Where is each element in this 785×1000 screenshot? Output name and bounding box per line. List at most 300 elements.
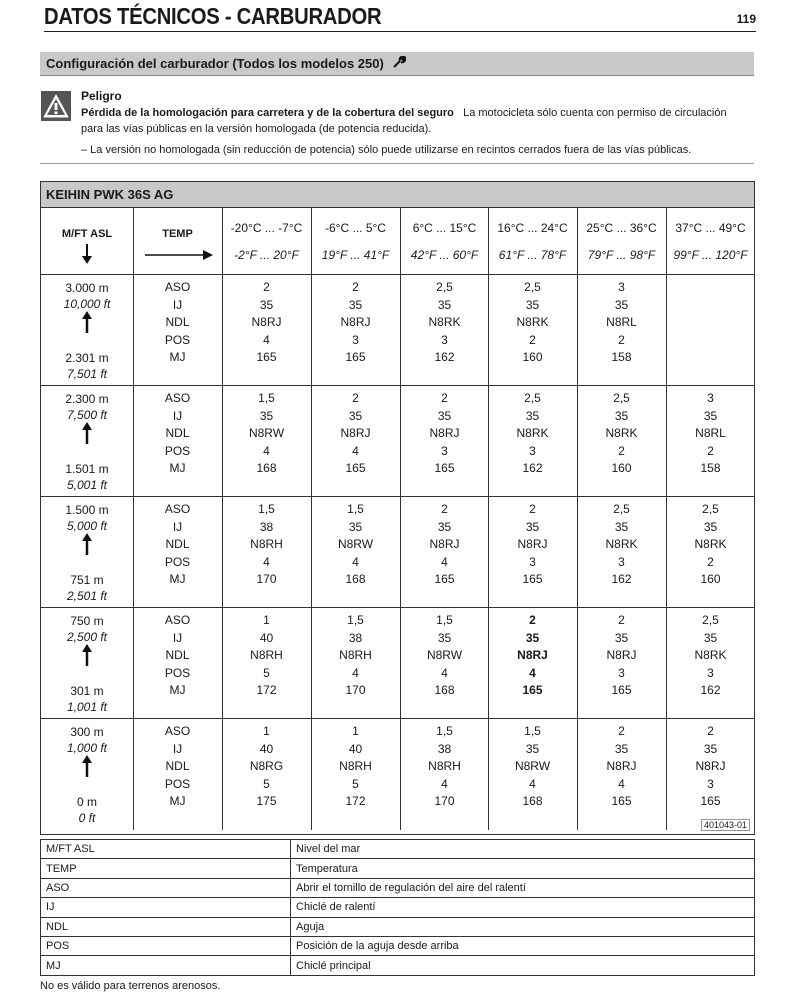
setting-value: 1 (263, 724, 270, 738)
setting-value: 165 (434, 572, 455, 586)
altitude-bottom-m: 301 m (70, 684, 104, 698)
setting-value: 2 (529, 613, 536, 627)
setting-value: N8RJ (251, 315, 282, 329)
column-divider (400, 497, 401, 608)
setting-value: 5 (352, 776, 359, 791)
altitude-range (41, 608, 133, 719)
setting-value: N8RW (426, 648, 463, 662)
parameter-label: MJ (169, 572, 186, 586)
setting-cell (577, 719, 666, 830)
carburetor-title-bar (41, 182, 754, 208)
temperature-fahrenheit: 61°F ... 78°F (498, 248, 567, 262)
warning-bullet: – La versión no homologada (sin reducción de potencia) sólo puede utilizarse en recintos cerrados fuera de las vías públicas. (81, 144, 692, 156)
setting-value: 165 (345, 461, 366, 475)
setting-value: 35 (525, 297, 540, 312)
column-divider (666, 719, 667, 830)
setting-value: 40 (259, 630, 274, 645)
column-divider (400, 275, 401, 386)
setting-cell (222, 386, 311, 497)
page-title: DATOS TÉCNICOS - CARBURADOR (44, 3, 382, 29)
setting-value: 170 (256, 572, 277, 586)
column-divider (488, 386, 489, 497)
setting-value: 2 (618, 613, 625, 627)
setting-value: 158 (700, 461, 721, 475)
column-divider (488, 497, 489, 608)
column-divider (400, 608, 401, 719)
setting-value: 2 (263, 280, 270, 294)
setting-cell (222, 275, 311, 386)
temperature-range-header (666, 208, 755, 274)
setting-value: N8RG (249, 759, 284, 773)
column-divider (666, 275, 667, 386)
setting-cell (488, 497, 577, 608)
column-divider (222, 497, 223, 608)
temperature-celsius: 25°C ... 36°C (586, 221, 657, 235)
warning-box (40, 88, 754, 164)
legend-row (41, 840, 755, 859)
column-divider (222, 719, 223, 830)
legend-abbreviation: IJ (41, 898, 291, 917)
setting-value: N8RJ (517, 537, 548, 551)
legend-abbreviation: ASO (41, 878, 291, 897)
setting-value: 1 (263, 613, 270, 627)
altitude-bottom-m: 2.301 m (65, 351, 109, 365)
setting-value: 162 (434, 350, 455, 364)
setting-value: 40 (348, 741, 363, 756)
parameter-label: NDL (165, 648, 190, 662)
arrow-up-icon (41, 422, 133, 449)
column-divider (133, 208, 134, 274)
footnote: No es válido para terrenos arenosos. (40, 980, 221, 992)
setting-cell (488, 386, 577, 497)
parameter-label: ASO (164, 613, 191, 627)
legend-row (41, 878, 755, 897)
setting-cell (400, 497, 489, 608)
setting-value: 3 (618, 665, 625, 680)
altitude-top-ft: 2,500 ft (66, 630, 108, 644)
setting-value: 158 (611, 350, 632, 364)
parameter-label: IJ (172, 519, 183, 534)
setting-value: 35 (703, 519, 718, 534)
setting-value: 1,5 (258, 391, 275, 405)
column-divider (577, 386, 578, 497)
setting-value: N8RJ (429, 426, 460, 440)
setting-cell (222, 497, 311, 608)
setting-value (666, 332, 755, 350)
setting-cell (666, 608, 755, 719)
column-divider (222, 386, 223, 497)
parameter-labels (133, 608, 222, 719)
setting-value: N8RW (248, 426, 285, 440)
setting-value: 160 (700, 572, 721, 586)
setting-value: 4 (441, 554, 448, 569)
column-divider (400, 386, 401, 497)
setting-value: 4 (618, 776, 625, 791)
setting-value: N8RH (339, 648, 372, 662)
setting-value: 35 (525, 630, 540, 645)
setting-value: 4 (441, 665, 448, 680)
altitude-header (41, 208, 133, 274)
warning-body-text: La motocicleta sólo cuenta con permiso de circulación para las vías públicas en la versión homologada (de potencia reducida). (81, 107, 727, 135)
setting-value: 165 (345, 350, 366, 364)
page-number: 119 (736, 12, 756, 26)
altitude-range (41, 719, 133, 830)
setting-value: 168 (256, 461, 277, 475)
setting-cell (400, 608, 489, 719)
column-divider (488, 719, 489, 830)
legend-abbreviation: TEMP (41, 859, 291, 878)
parameter-labels (133, 386, 222, 497)
setting-value: 4 (263, 332, 270, 347)
setting-value: 170 (345, 683, 366, 697)
setting-cell (311, 608, 400, 719)
altitude-bottom-m: 1.501 m (65, 462, 109, 476)
parameter-label: ASO (164, 502, 191, 516)
setting-value: 2 (441, 502, 448, 516)
setting-value: 1 (352, 724, 359, 738)
setting-value: N8RJ (606, 759, 637, 773)
setting-value: 3 (618, 554, 625, 569)
warning-bold-text: Pérdida de la homologación para carretera y de la cobertura del seguro (81, 107, 454, 119)
altitude-bottom-ft: 1,001 ft (66, 700, 108, 714)
setting-value: N8RH (339, 759, 372, 773)
setting-cell (311, 497, 400, 608)
setting-value: 35 (525, 408, 540, 423)
setting-value: 168 (434, 683, 455, 697)
parameter-label: POS (164, 332, 191, 347)
setting-value: 35 (703, 630, 718, 645)
setting-value: N8RW (514, 759, 551, 773)
setting-value: 35 (437, 408, 452, 423)
column-divider (488, 275, 489, 386)
legend-abbreviation: POS (41, 936, 291, 955)
legend-description: Chiclé principal (291, 956, 755, 975)
setting-value: 2 (707, 554, 714, 569)
altitude-bottom-ft: 2,501 ft (66, 589, 108, 603)
parameter-label: IJ (172, 408, 183, 423)
arrow-up-icon (41, 644, 133, 671)
setting-value (666, 279, 755, 297)
altitude-top-ft: 10,000 ft (63, 297, 111, 311)
setting-value: N8RH (428, 759, 461, 773)
setting-value: 2,5 (436, 280, 453, 294)
setting-value: 1,5 (347, 502, 364, 516)
setting-value: 35 (348, 408, 363, 423)
setting-value: N8RJ (340, 315, 371, 329)
legend-description: Posición de la aguja desde arriba (291, 936, 755, 955)
altitude-range (41, 497, 133, 608)
setting-value: N8RK (428, 315, 461, 329)
setting-value: 35 (703, 408, 718, 423)
column-divider (666, 386, 667, 497)
setting-value: N8RJ (429, 537, 460, 551)
column-divider (311, 719, 312, 830)
altitude-block (41, 275, 754, 386)
legend-description: Aguja (291, 917, 755, 936)
setting-value: 3 (441, 443, 448, 458)
altitude-header-label: M/FT ASL (61, 228, 113, 240)
setting-value: N8RJ (340, 426, 371, 440)
setting-cell (311, 386, 400, 497)
setting-value: 175 (256, 794, 277, 808)
legend-description: Chiclé de ralentí (291, 898, 755, 917)
legend-row (41, 859, 755, 878)
altitude-bottom-ft: 5,001 ft (66, 478, 108, 492)
column-divider (577, 608, 578, 719)
setting-value: N8RJ (695, 759, 726, 773)
setting-value: 1,5 (436, 613, 453, 627)
temperature-range-header (577, 208, 666, 274)
column-divider (133, 386, 134, 497)
setting-value: 35 (348, 297, 363, 312)
setting-value: N8RL (606, 315, 637, 329)
warning-triangle-icon (41, 91, 71, 121)
altitude-top-ft: 5,000 ft (66, 519, 108, 533)
setting-cell (400, 275, 489, 386)
arrow-down-icon (41, 244, 133, 269)
altitude-block (41, 719, 754, 830)
parameter-labels (133, 275, 222, 386)
setting-value: 35 (259, 297, 274, 312)
setting-value: 35 (437, 519, 452, 534)
setting-value: 2,5 (702, 502, 719, 516)
column-divider (577, 497, 578, 608)
column-divider (666, 608, 667, 719)
setting-value: 38 (259, 519, 274, 534)
carburetor-table (40, 181, 755, 835)
altitude-range (41, 386, 133, 497)
section-bar (40, 52, 754, 76)
legend-row (41, 956, 755, 975)
parameter-label: NDL (165, 537, 190, 551)
column-divider (133, 719, 134, 830)
altitude-top-m: 3.000 m (65, 281, 109, 295)
setting-value (666, 349, 755, 367)
setting-value: 35 (525, 519, 540, 534)
setting-value: 1,5 (524, 724, 541, 738)
setting-value: 3 (529, 554, 536, 569)
setting-value: 2 (529, 502, 536, 516)
temperature-header-label: TEMP (162, 228, 193, 240)
parameter-label: ASO (164, 724, 191, 738)
column-divider (222, 275, 223, 386)
temperature-fahrenheit: -2°F ... 20°F (234, 248, 299, 262)
section-title: Configuración del carburador (Todos los modelos 250) (46, 56, 384, 71)
parameter-labels (133, 719, 222, 830)
setting-cell (400, 719, 489, 830)
setting-value: 35 (614, 297, 629, 312)
setting-cell (577, 497, 666, 608)
setting-value: 2 (352, 391, 359, 405)
setting-value: 5 (263, 776, 270, 791)
altitude-top-m: 2.300 m (65, 392, 109, 406)
altitude-bottom-ft: 0 ft (78, 811, 96, 825)
arrow-up-icon (41, 533, 133, 560)
warning-heading: Peligro (81, 89, 122, 103)
setting-value: 35 (703, 741, 718, 756)
parameter-label: IJ (172, 630, 183, 645)
setting-value: 2 (441, 391, 448, 405)
setting-cell (666, 719, 755, 830)
parameter-label: IJ (172, 297, 183, 312)
temperature-celsius: 6°C ... 15°C (412, 221, 477, 235)
parameter-label: POS (164, 776, 191, 791)
temperature-range-header (400, 208, 489, 274)
setting-value: 3 (618, 280, 625, 294)
column-divider (133, 608, 134, 719)
setting-value: 2,5 (524, 391, 541, 405)
legend-abbreviation: NDL (41, 917, 291, 936)
column-divider (400, 719, 401, 830)
legend-abbreviation: M/FT ASL (41, 840, 291, 859)
wrench-icon (393, 56, 406, 71)
column-divider (222, 608, 223, 719)
legend-row (41, 898, 755, 917)
setting-value: 1,5 (258, 502, 275, 516)
setting-value: 165 (522, 572, 543, 586)
setting-value: 2 (618, 443, 625, 458)
temperature-celsius: 16°C ... 24°C (497, 221, 568, 235)
setting-value: 2,5 (524, 280, 541, 294)
legend-row (41, 917, 755, 936)
setting-value: 2 (618, 332, 625, 347)
setting-value: 2 (707, 724, 714, 738)
carburetor-model: KEIHIN PWK 36S AG (46, 187, 174, 202)
parameter-label: ASO (164, 280, 191, 294)
setting-value: N8RK (605, 537, 638, 551)
arrow-right-icon (145, 248, 213, 260)
parameter-label: MJ (169, 461, 186, 475)
setting-value: 160 (522, 350, 543, 364)
setting-value: 3 (352, 332, 359, 347)
setting-value: N8RJ (606, 648, 637, 662)
column-divider (311, 608, 312, 719)
warning-text (81, 105, 751, 137)
setting-value: 38 (437, 741, 452, 756)
setting-value: N8RK (605, 426, 638, 440)
setting-value: 165 (256, 350, 277, 364)
legend-row (41, 936, 755, 955)
setting-value: 172 (345, 794, 366, 808)
setting-value: 40 (259, 741, 274, 756)
altitude-range (41, 275, 133, 386)
temperature-range-header (311, 208, 400, 274)
altitude-bottom-ft: 7,501 ft (66, 367, 108, 381)
setting-value: 4 (352, 554, 359, 569)
setting-value: 3 (707, 776, 714, 791)
setting-value: 1,5 (436, 724, 453, 738)
altitude-block (41, 386, 754, 497)
setting-value: 35 (614, 630, 629, 645)
setting-cell (577, 386, 666, 497)
setting-value: N8RH (250, 648, 283, 662)
setting-cell (311, 275, 400, 386)
column-divider (133, 275, 134, 386)
temperature-celsius: 37°C ... 49°C (675, 221, 746, 235)
setting-value: N8RJ (517, 648, 548, 662)
parameter-label: NDL (165, 426, 190, 440)
parameter-label: MJ (169, 350, 186, 364)
setting-value: 4 (529, 776, 536, 791)
setting-value: 165 (611, 794, 632, 808)
setting-value: N8RW (337, 537, 374, 551)
setting-value: N8RK (516, 426, 549, 440)
setting-value: 35 (614, 408, 629, 423)
parameter-label: ASO (164, 391, 191, 405)
page-header (44, 2, 756, 32)
setting-value: N8RK (516, 315, 549, 329)
abbreviation-legend (40, 839, 755, 976)
setting-value: 35 (437, 297, 452, 312)
altitude-bottom-m: 751 m (70, 573, 104, 587)
setting-value: 170 (434, 794, 455, 808)
parameter-label: POS (164, 554, 191, 569)
setting-value: 2,5 (613, 391, 630, 405)
setting-value: 4 (352, 665, 359, 680)
legend-description: Abrir el tornillo de regulación del aire del ralentí (291, 878, 755, 897)
parameter-label: NDL (165, 759, 190, 773)
setting-cell (488, 608, 577, 719)
temperature-header (133, 208, 222, 274)
temperature-celsius: -6°C ... 5°C (325, 221, 386, 235)
setting-value: 38 (348, 630, 363, 645)
altitude-block (41, 497, 754, 608)
setting-value: 3 (707, 665, 714, 680)
setting-cell (488, 275, 577, 386)
figure-id: 401043-01 (701, 819, 750, 831)
temperature-range-header (488, 208, 577, 274)
setting-cell (577, 608, 666, 719)
setting-value: 35 (259, 408, 274, 423)
setting-value (666, 297, 755, 315)
arrow-up-icon (41, 755, 133, 782)
column-divider (488, 608, 489, 719)
altitude-top-m: 750 m (70, 614, 104, 628)
setting-value: 165 (700, 794, 721, 808)
setting-cell (311, 719, 400, 830)
setting-value: 1,5 (347, 613, 364, 627)
column-divider (577, 275, 578, 386)
setting-value: 35 (348, 519, 363, 534)
setting-cell (577, 275, 666, 386)
setting-value: 165 (522, 683, 543, 697)
setting-cell (222, 719, 311, 830)
parameter-label: MJ (169, 683, 186, 697)
setting-value: 4 (263, 554, 270, 569)
setting-value: 2 (352, 280, 359, 294)
column-divider (666, 497, 667, 608)
altitude-block (41, 608, 754, 719)
altitude-top-m: 300 m (70, 725, 104, 739)
setting-value: 4 (529, 665, 536, 680)
setting-cell (666, 497, 755, 608)
column-divider (311, 275, 312, 386)
setting-value: 4 (352, 443, 359, 458)
legend-description: Nivel del mar (291, 840, 755, 859)
setting-value: 3 (441, 332, 448, 347)
parameter-label: POS (164, 443, 191, 458)
setting-value: 168 (522, 794, 543, 808)
setting-cell (222, 608, 311, 719)
column-divider (577, 719, 578, 830)
temperature-range-header (222, 208, 311, 274)
setting-cell (400, 386, 489, 497)
setting-value: 165 (611, 683, 632, 697)
setting-value: 2,5 (702, 613, 719, 627)
setting-value: 172 (256, 683, 277, 697)
parameter-label: MJ (169, 794, 186, 808)
altitude-top-ft: 7,500 ft (66, 408, 108, 422)
